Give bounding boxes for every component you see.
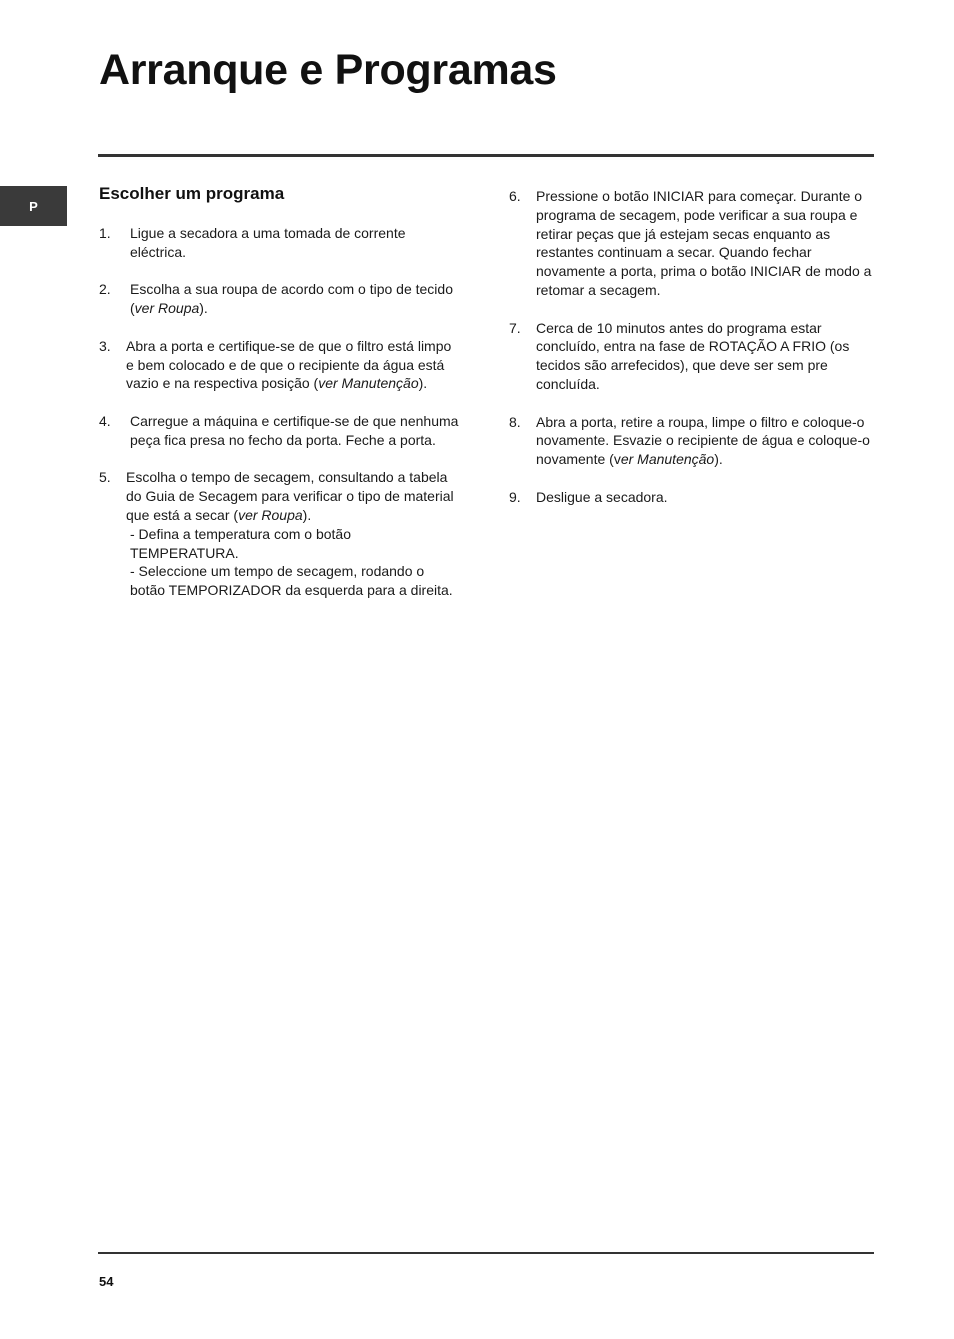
list-item (509, 187, 874, 300)
step-text-part: ). (199, 300, 208, 317)
step-number: 1. (99, 225, 111, 241)
cross-reference: ver Roupa (134, 300, 200, 317)
steps-list-right (509, 187, 874, 525)
section-heading: Escolher um programa (99, 184, 285, 203)
step-text (509, 413, 874, 469)
header-divider (98, 154, 874, 157)
step-number: 8. (509, 413, 521, 430)
step-text: Cerca de 10 minutos antes do programa estar concluído, entra na fase de ROTAÇÃO A FRIO (os tecidos são arrefecidos), que deve ser sem pre concluída. (536, 319, 850, 392)
list-item (99, 412, 459, 450)
list-item (99, 468, 459, 600)
language-tab (0, 186, 67, 226)
step-text-part: Escolha o tempo de secagem, consultando a tabela do Guia de Secagem para verificar o tipo de material que está a secar ( (126, 469, 454, 523)
list-item (509, 413, 874, 469)
step-text: Pressione o botão INICIAR para começar. Durante o programa de secagem, pode verificar a sua roupa e retirar peças que já estejam secas enquanto as restantes continuam a secar. Quando fechar novamente a porta, prima o botão INICIAR de modo a retomar a secagem. (536, 188, 872, 298)
cross-reference: er Manutenção (620, 451, 715, 468)
steps-list-left (99, 224, 459, 619)
sub-step-text: - Seleccione um tempo de secagem, rodando o botão TEMPORIZADOR da esquerda para a direita. (130, 563, 453, 599)
step-text: Ligue a secadora a uma tomada de corrente eléctrica. (130, 225, 406, 260)
step-text (99, 468, 459, 600)
step-text-part: Abra a porta e certifique-se de que o filtro está limpo e bem colocado e de que o recipiente da água está vazio e na respectiva posição ( (126, 337, 452, 392)
step-number: 7. (509, 319, 521, 336)
step-text-part: ). (418, 375, 428, 392)
list-item (99, 280, 459, 318)
language-tab-label: P (29, 198, 38, 214)
cross-reference: ver Manutenção (318, 375, 419, 392)
step-number: 4. (99, 412, 111, 429)
step-number: 3. (99, 337, 111, 354)
page-number: 54 (99, 1274, 114, 1289)
step-number: 5. (99, 469, 111, 486)
step-text (99, 280, 459, 318)
step-text: Carregue a máquina e certifique-se de que nenhuma peça fica presa no fecho da porta. Feche a porta. (130, 412, 459, 448)
step-text: Desligue a secadora. (536, 488, 668, 505)
cross-reference: ver Roupa (238, 506, 303, 523)
sub-step-text: - Defina a temperatura com o botão TEMPERATURA. (130, 525, 352, 561)
step-text-part: Abra a porta, retire a roupa, limpe o filtro e coloque-o novamente. Esvazie o recipiente de água e coloque-o novamente (v (536, 413, 870, 468)
step-text-part: Escolha a sua roupa de acordo com o tipo de tecido ( (130, 281, 453, 317)
list-item (509, 488, 874, 507)
step-text-part: ). (714, 451, 723, 468)
step-text (99, 337, 459, 393)
footer-divider (98, 1252, 874, 1254)
step-text-part: ). (302, 506, 312, 523)
step-number: 6. (509, 188, 521, 204)
page-title: Arranque e Programas (99, 46, 557, 94)
list-item (99, 224, 459, 262)
list-item (509, 319, 874, 394)
list-item (99, 337, 459, 393)
step-number: 2. (99, 281, 111, 298)
step-number: 9. (509, 488, 521, 505)
